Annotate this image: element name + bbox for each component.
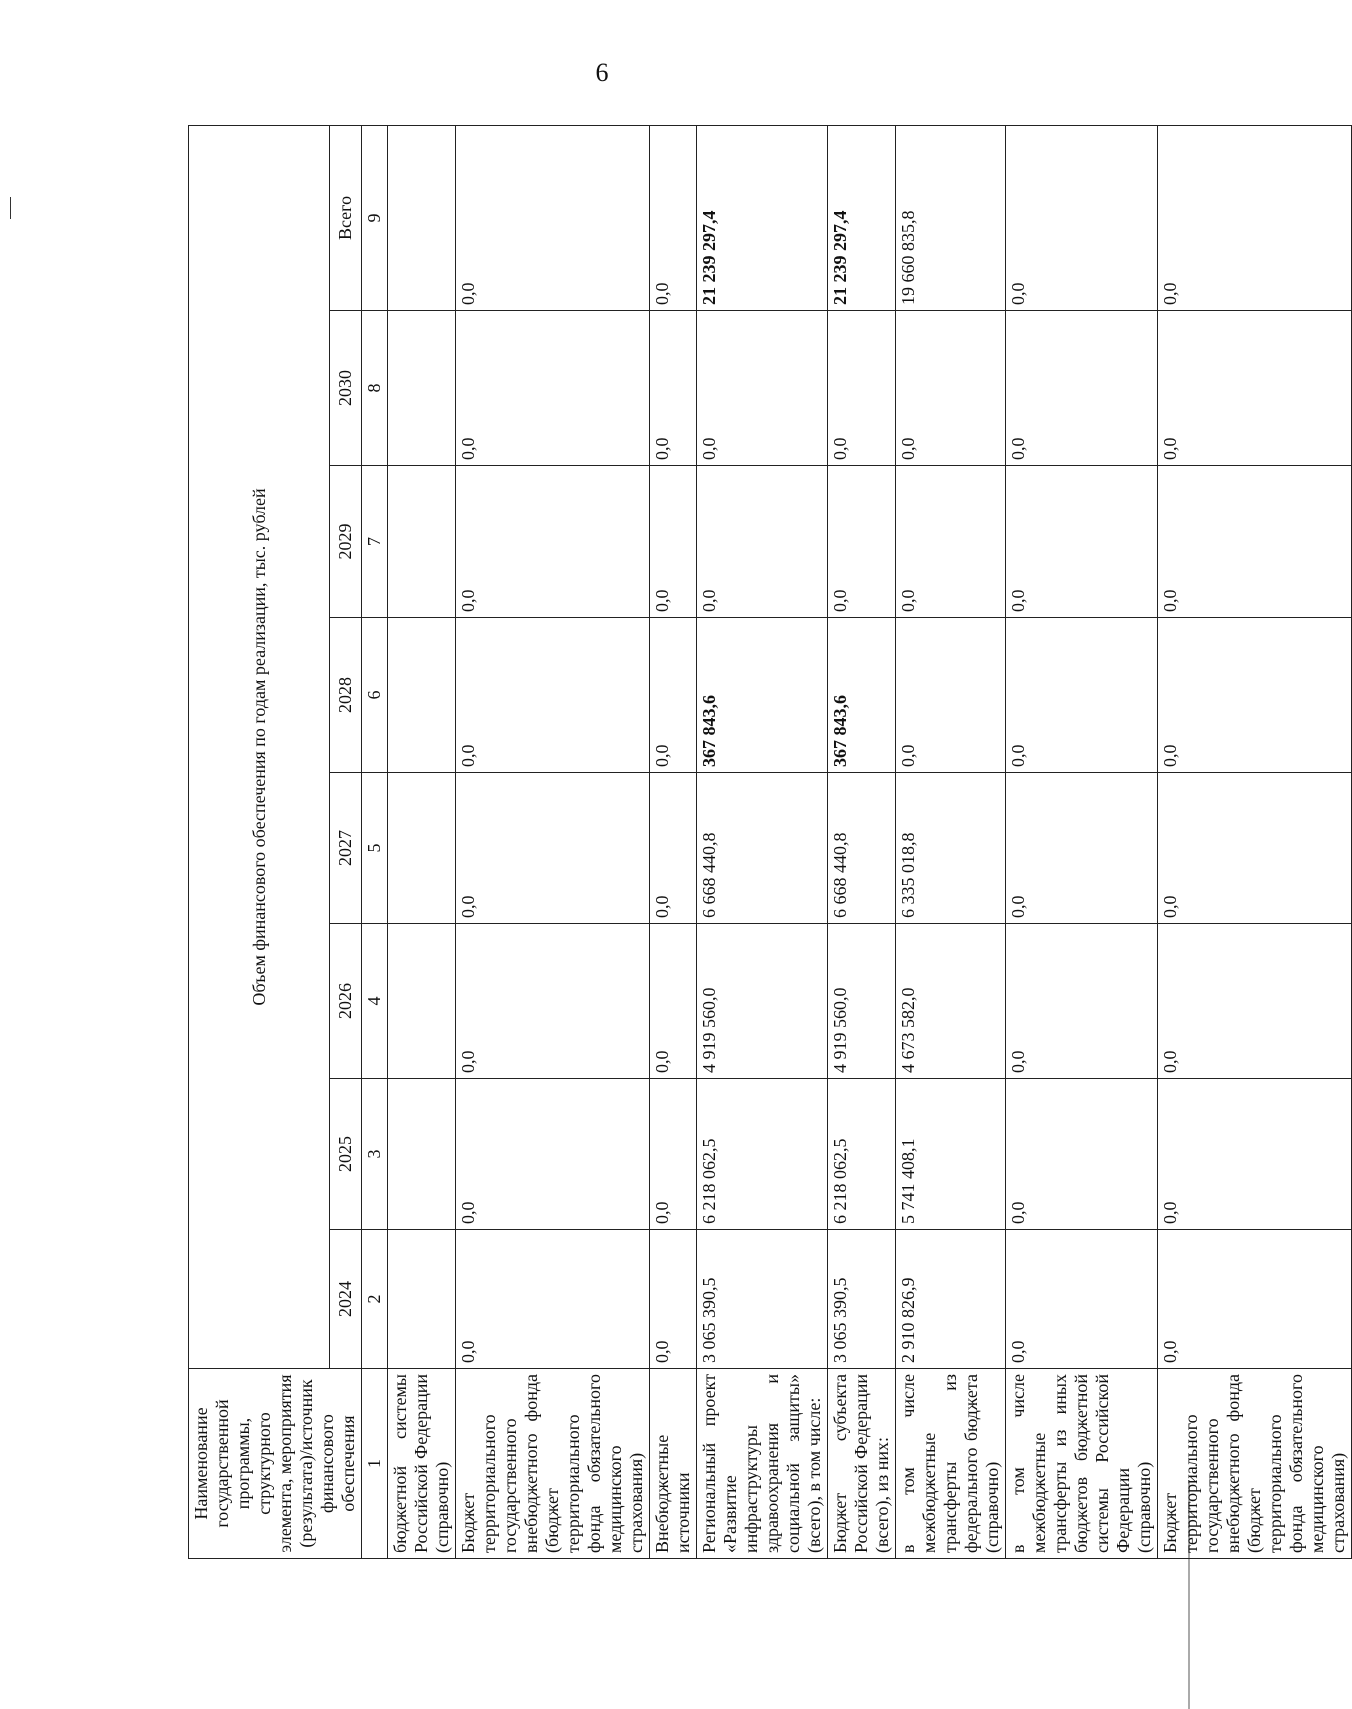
value-cell (388, 1079, 456, 1230)
column-index: 8 (362, 311, 388, 466)
year-header: 2027 (330, 773, 362, 924)
value-cell (388, 1230, 456, 1369)
value-cell: 0,0 (1158, 1079, 1352, 1230)
column-index: 9 (362, 125, 388, 310)
value-cell: 0,0 (650, 1230, 697, 1369)
table-row (828, 125, 896, 1558)
total-cell: 21 239 297,4 (697, 125, 828, 310)
value-cell: 367 843,6 (828, 618, 896, 773)
value-cell: 6 218 062,5 (828, 1079, 896, 1230)
table-body (388, 125, 1352, 1558)
value-cell: 0,0 (650, 466, 697, 618)
value-cell (388, 466, 456, 618)
value-cell: 367 843,6 (697, 618, 828, 773)
row-name: в том числе межбюджетные трансферты из федерального бюджета (справочно) (896, 1369, 1006, 1559)
table-row (697, 125, 828, 1558)
value-cell: 0,0 (650, 311, 697, 466)
value-cell: 0,0 (896, 311, 1006, 466)
value-cell: 0,0 (896, 466, 1006, 618)
column-index: 6 (362, 618, 388, 773)
header-name-column: Наименование государственной программы, структурного элемента, мероприятия (результата)/источник финансового обеспечения (189, 1369, 362, 1559)
row-name: бюджетной системы Российской Федерации (справочно) (388, 1369, 456, 1559)
value-cell: 0,0 (1158, 311, 1352, 466)
value-cell: 0,0 (650, 618, 697, 773)
total-header: Всего (330, 125, 362, 310)
value-cell: 0,0 (1158, 1230, 1352, 1369)
value-cell: 6 668 440,8 (828, 773, 896, 924)
year-header: 2024 (330, 1230, 362, 1369)
column-index: 2 (362, 1230, 388, 1369)
row-name: в том числе межбюджетные трансферты из иных бюджетов бюджетной системы Российской Федерации (справочно) (1006, 1369, 1158, 1559)
value-cell: 0,0 (1006, 773, 1158, 924)
value-cell (388, 773, 456, 924)
header-group: Объем финансового обеспечения по годам реализации, тыс. рублей (189, 125, 330, 1368)
row-name: Бюджет территориального государственного внебюджетного фонда (бюджет территориального фонда обязательного медицинского страхования) (456, 1369, 650, 1559)
page-number: 6 (595, 58, 609, 87)
value-cell: 0,0 (1006, 618, 1158, 773)
value-cell: 0,0 (1158, 466, 1352, 618)
value-cell: 2 910 826,9 (896, 1230, 1006, 1369)
total-cell: 19 660 835,8 (896, 125, 1006, 310)
value-cell: 0,0 (456, 1230, 650, 1369)
table-row (650, 125, 697, 1558)
value-cell: 3 065 390,5 (828, 1230, 896, 1369)
value-cell: 4 673 582,0 (896, 924, 1006, 1079)
value-cell: 6 668 440,8 (697, 773, 828, 924)
year-header: 2030 (330, 311, 362, 466)
year-header: 2026 (330, 924, 362, 1079)
total-cell: 21 239 297,4 (828, 125, 896, 310)
value-cell: 0,0 (1158, 773, 1352, 924)
column-index: 7 (362, 466, 388, 618)
table-row (896, 125, 1006, 1558)
total-cell: 0,0 (456, 125, 650, 310)
column-index: 5 (362, 773, 388, 924)
value-cell: 0,0 (650, 924, 697, 1079)
value-cell: 0,0 (1158, 924, 1352, 1079)
rotated-table-container (188, 126, 1348, 1559)
total-cell: 0,0 (1158, 125, 1352, 310)
value-cell: 4 919 560,0 (697, 924, 828, 1079)
value-cell: 5 741 408,1 (896, 1079, 1006, 1230)
value-cell: 0,0 (456, 311, 650, 466)
value-cell: 6 335 018,8 (896, 773, 1006, 924)
total-cell: 0,0 (1006, 125, 1158, 310)
value-cell: 6 218 062,5 (697, 1079, 828, 1230)
value-cell: 0,0 (828, 466, 896, 618)
row-name: Бюджет субъекта Российской Федерации (всего), из них: (828, 1369, 896, 1559)
value-cell: 0,0 (828, 311, 896, 466)
table-row (1158, 125, 1352, 1558)
row-name: Бюджет территориального государственного внебюджетного фонда (бюджет территориального фонда обязательного медицинского страхования) (1158, 1369, 1352, 1559)
financing-table (188, 125, 1352, 1559)
total-cell: 0,0 (650, 125, 697, 310)
year-header: 2028 (330, 618, 362, 773)
column-index: 3 (362, 1079, 388, 1230)
value-cell: 0,0 (456, 466, 650, 618)
table-row (456, 125, 650, 1558)
year-header: 2029 (330, 466, 362, 618)
total-cell (388, 125, 456, 310)
value-cell: 0,0 (1006, 924, 1158, 1079)
table-row (1006, 125, 1158, 1558)
value-cell: 0,0 (697, 466, 828, 618)
value-cell: 0,0 (456, 924, 650, 1079)
value-cell: 0,0 (697, 311, 828, 466)
column-index: 1 (362, 1369, 388, 1559)
row-name: Внебюджетные источники (650, 1369, 697, 1559)
value-cell: 3 065 390,5 (697, 1230, 828, 1369)
value-cell: 0,0 (1158, 618, 1352, 773)
value-cell: 0,0 (896, 618, 1006, 773)
value-cell: 0,0 (1006, 311, 1158, 466)
value-cell: 0,0 (1006, 466, 1158, 618)
value-cell (388, 618, 456, 773)
value-cell: 0,0 (456, 618, 650, 773)
value-cell: 0,0 (456, 773, 650, 924)
scan-mark (10, 197, 11, 219)
value-cell: 0,0 (650, 1079, 697, 1230)
year-header: 2025 (330, 1079, 362, 1230)
value-cell: 0,0 (650, 773, 697, 924)
value-cell: 0,0 (456, 1079, 650, 1230)
value-cell: 0,0 (1006, 1079, 1158, 1230)
row-name: Региональный проект «Развитие инфраструктуры здравоохранения и социальной защиты» (всего), в том числе: (697, 1369, 828, 1559)
column-index: 4 (362, 924, 388, 1079)
table-row (388, 125, 456, 1558)
value-cell: 0,0 (1006, 1230, 1158, 1369)
value-cell (388, 924, 456, 1079)
value-cell (388, 311, 456, 466)
value-cell: 4 919 560,0 (828, 924, 896, 1079)
